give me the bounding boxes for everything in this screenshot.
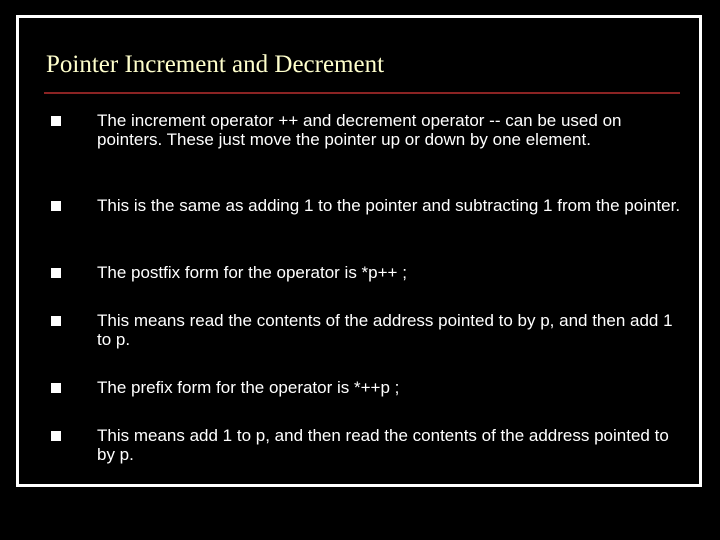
square-bullet-icon [51,316,61,326]
square-bullet-icon [51,201,61,211]
bullet-text: This is the same as adding 1 to the pointer and subtracting 1 from the pointer. [97,196,681,215]
bullet-text: The increment operator ++ and decrement operator -- can be used on pointers. These just move the pointer up or down by one element. [97,111,622,149]
slide-title: Pointer Increment and Decrement [46,51,385,78]
slide-frame [16,15,702,487]
bullet-text: The postfix form for the operator is *p++ ; [97,263,407,282]
square-bullet-icon [51,116,61,126]
square-bullet-icon [51,268,61,278]
square-bullet-icon [51,383,61,393]
bullet-text: The prefix form for the operator is *++p ; [97,378,400,397]
title-divider [44,92,680,94]
square-bullet-icon [51,431,61,441]
bullet-text: This means add 1 to p, and then read the contents of the address pointed to by p. [97,426,669,464]
bullet-text: This means read the contents of the address pointed to by p, and then add 1 to p. [97,311,673,349]
